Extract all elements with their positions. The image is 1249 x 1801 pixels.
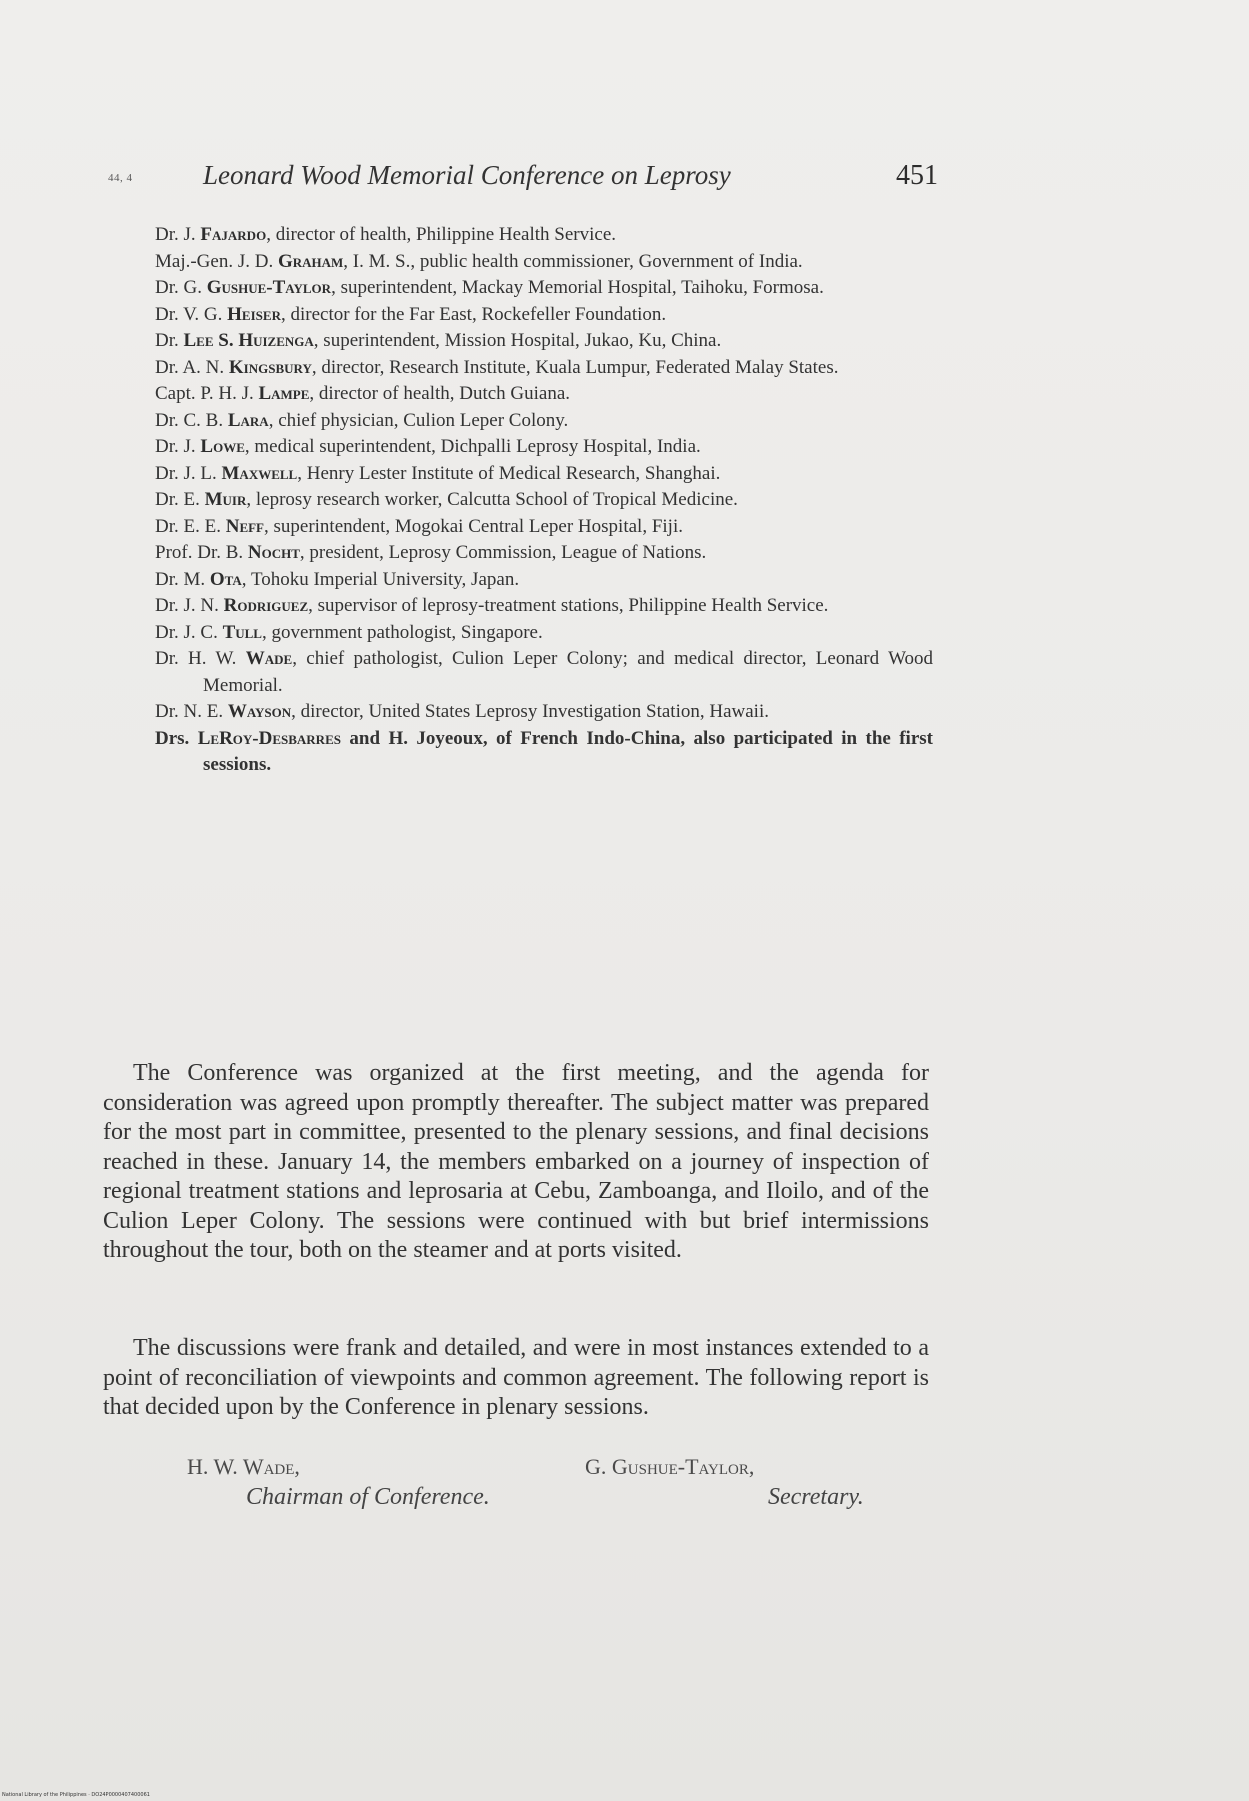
- member-entry: [155, 434, 933, 461]
- member-entry: [155, 487, 933, 514]
- member-prefix: Capt. P. H. J.: [155, 383, 259, 404]
- member-name: Rodriguez: [223, 595, 309, 616]
- member-prefix: Dr.: [155, 330, 184, 351]
- paragraph-discussions: [103, 1334, 929, 1423]
- member-entry: [155, 328, 933, 355]
- signature-block: [103, 1454, 929, 1524]
- member-name: Tull: [222, 621, 262, 643]
- member-description: , medical superintendent, Dichpalli Leprosy Hospital, India.: [244, 436, 701, 457]
- member-description: , president, Leprosy Commission, League of Nations.: [299, 542, 707, 563]
- volume-number: 44, 4: [108, 172, 133, 184]
- member-name: Maxwell: [221, 462, 298, 484]
- member-description: , superintendent, Mission Hospital, Jukao, Ku, China.: [313, 330, 722, 351]
- member-name: Wade: [245, 648, 293, 669]
- member-entry: [155, 249, 933, 276]
- member-entry: [155, 408, 933, 435]
- member-prefix: Dr. E. E.: [155, 515, 226, 537]
- member-entry: [155, 355, 933, 382]
- member-entry: [155, 381, 933, 408]
- member-prefix: Dr. J.: [155, 436, 201, 457]
- member-entry: [155, 620, 933, 647]
- member-description: , Henry Lester Institute of Medical Research, Shanghai.: [297, 462, 721, 484]
- member-name: Lara: [227, 409, 269, 431]
- member-name: LeRoy-Desbarres: [197, 727, 341, 749]
- paragraph-text: The Conference was organized at the first meeting, and the agenda for consideration was agreed upon promptly thereafter. The subject matter was prepared for the most part in committee, presented to the plenary sessions, and final decisions reached in these. January 14, the members embarked on a journey of inspection of regional treatment stations and leprosaria at Cebu, Zamboanga, and Iloilo, and of the Culion Leper Colony. The sessions were continued with but brief intermissions throughout the tour, both on the steamer and at ports visited.: [103, 1060, 929, 1263]
- secretary-name: G. Gushue-Taylor,: [585, 1454, 755, 1479]
- member-list: [155, 222, 933, 779]
- member-name: Kingsbury: [228, 356, 312, 378]
- member-description: , government pathologist, Singapore.: [261, 621, 543, 643]
- member-entry: [155, 275, 933, 302]
- member-prefix: Dr. N. E.: [155, 701, 228, 722]
- member-entry: [155, 540, 933, 567]
- member-name: Gushue-Taylor: [206, 277, 332, 298]
- member-name: Neff: [225, 515, 264, 537]
- member-prefix: Dr. J. C.: [155, 621, 223, 643]
- member-name: Lampe: [258, 383, 310, 404]
- library-footer-mark: National Library of the Philippines · DO24P0000407400061: [2, 1792, 150, 1798]
- member-description: , director for the Far East, Rockefeller Foundation.: [280, 303, 667, 325]
- member-description: , leprosy research worker, Calcutta School of Tropical Medicine.: [246, 489, 738, 510]
- member-entry: [155, 726, 933, 779]
- member-prefix: Dr. C. B.: [155, 409, 228, 431]
- member-name: Ota: [209, 568, 242, 590]
- member-description: , Tohoku Imperial University, Japan.: [241, 568, 520, 590]
- member-prefix: Dr. J. N.: [155, 595, 224, 616]
- member-description: , superintendent, Mackay Memorial Hospital, Taihoku, Formosa.: [331, 277, 824, 298]
- paragraph-text: The discussions were frank and detailed, and were in most instances extended to a point of reconciliation of viewpoints and common agreement. The following report is that decided upon by the Conference in plenary sessions.: [103, 1335, 929, 1420]
- member-prefix: Dr. E.: [155, 489, 205, 510]
- member-description: , I. M. S., public health commissioner, Government of India.: [343, 250, 803, 272]
- page-number: 451: [896, 160, 938, 191]
- member-description: , director of health, Philippine Health Service.: [266, 224, 616, 245]
- member-description: and H. Joyeoux, of French Indo-China, also participated in the first sessions.: [203, 727, 933, 775]
- member-prefix: Dr. M.: [155, 568, 210, 590]
- member-name: Heiser: [227, 303, 281, 325]
- member-description: , director of health, Dutch Guiana.: [309, 383, 571, 404]
- member-description: , director, Research Institute, Kuala Lumpur, Federated Malay States.: [311, 356, 839, 378]
- member-name: Lee S. Huizenga: [183, 330, 314, 351]
- member-entry: [155, 567, 933, 594]
- chairman-name: H. W. Wade,: [187, 1454, 300, 1479]
- member-prefix: Dr. A. N.: [155, 356, 229, 378]
- member-prefix: Dr. J.: [155, 224, 201, 245]
- member-description: , superintendent, Mogokai Central Leper Hospital, Fiji.: [264, 515, 683, 537]
- secretary-role: Secretary.: [768, 1484, 864, 1510]
- chairman-role: Chairman of Conference.: [246, 1484, 490, 1510]
- member-description: , chief pathologist, Culion Leper Colony; and medical director, Leonard Wood Memorial.: [203, 648, 933, 696]
- member-name: Graham: [277, 250, 344, 272]
- member-entry: [155, 699, 933, 726]
- member-entry: [155, 514, 933, 541]
- page-header: [108, 160, 938, 200]
- running-title: Leonard Wood Memorial Conference on Leprosy: [203, 160, 731, 190]
- member-entry: [155, 646, 933, 699]
- member-prefix: Dr. G.: [155, 277, 207, 298]
- member-entry: [155, 593, 933, 620]
- member-entry: [155, 222, 933, 249]
- member-entry: [155, 302, 933, 329]
- member-entry: [155, 461, 933, 488]
- member-prefix: Dr. V. G.: [155, 303, 228, 325]
- member-prefix: Dr. J. L.: [155, 462, 222, 484]
- member-prefix: Prof. Dr. B.: [155, 542, 248, 563]
- member-prefix: Drs.: [155, 727, 198, 749]
- member-description: , supervisor of leprosy-treatment stations, Philippine Health Service.: [308, 595, 829, 616]
- member-name: Fajardo: [200, 224, 267, 245]
- member-description: , director, United States Leprosy Investigation Station, Hawaii.: [291, 701, 769, 722]
- paragraph-organization: [103, 1059, 929, 1266]
- member-name: Lowe: [200, 436, 245, 457]
- member-prefix: Dr. H. W.: [155, 648, 246, 669]
- member-name: Wayson: [227, 701, 292, 722]
- member-prefix: Maj.-Gen. J. D.: [155, 250, 278, 272]
- member-description: , chief physician, Culion Leper Colony.: [268, 409, 569, 431]
- member-name: Muir: [204, 489, 247, 510]
- member-name: Nocht: [247, 542, 300, 563]
